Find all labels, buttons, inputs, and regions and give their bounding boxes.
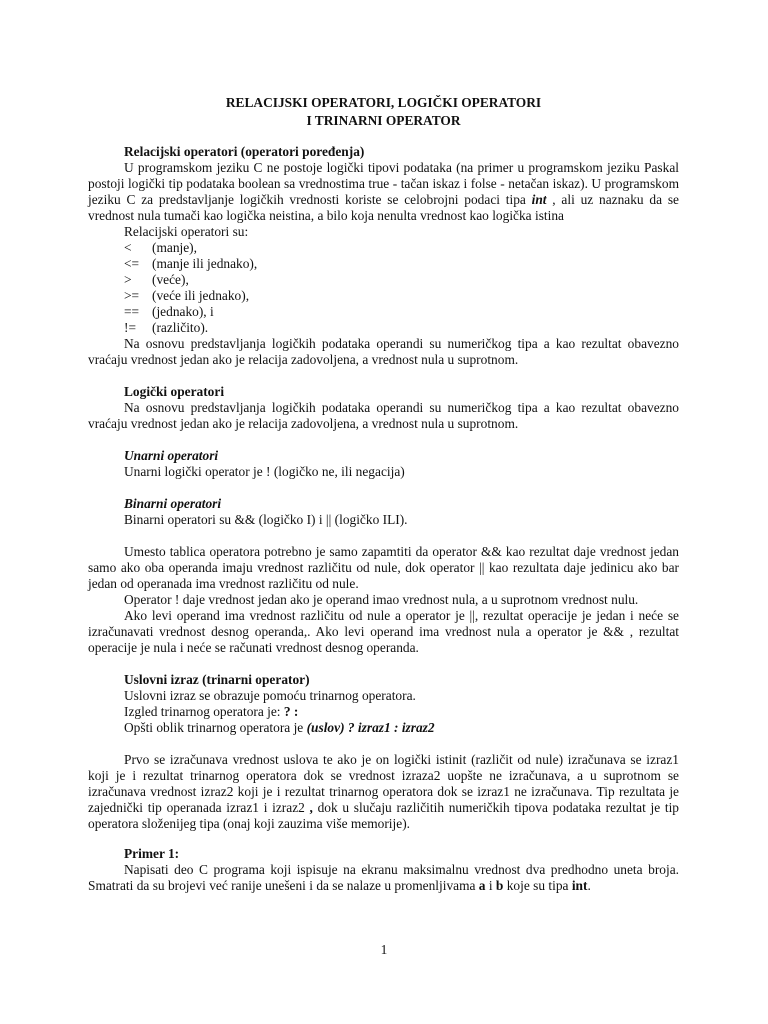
variable-b: b xyxy=(495,878,504,893)
title-line-1: RELACIJSKI OPERATORI, LOGIČKI OPERATORI xyxy=(225,95,542,110)
paragraph-truth-rules: Umesto tablica operatora potrebno je samo zapamtiti da operator && kao rezultat daje vrednost jedan samo ako oba operanda imaju vrednost različitu od nule, dok operator || kao rezultata daje jedinicu ako bar jedan od operanada ima vrednost različitu od nule. xyxy=(88,544,679,591)
type-int: int xyxy=(571,878,588,893)
conditional-line-1: Uslovni izraz se obrazuje pomoću trinarnog operatora. xyxy=(124,688,416,703)
paragraph-logical: Na osnovu predstavljanja logičkih podataka operandi su numeričkog tipa a kao rezultat obavezno vraćaju vrednost jedan ako je relacija zadovoljena, a vrednost nula u suprotnom. xyxy=(88,400,679,431)
conditional-line-2: Izgled trinarnog operatora je: ? : xyxy=(124,704,299,719)
relational-operator-list xyxy=(88,240,679,336)
section-heading-logical: Logički operatori xyxy=(124,384,225,399)
relational-list-intro: Relacijski operatori su: xyxy=(124,224,249,239)
subheading-unary: Unarni operatori xyxy=(124,448,219,463)
page-body xyxy=(88,0,679,894)
list-item: > (veće), xyxy=(124,272,189,287)
subheading-binary: Binarni operatori xyxy=(124,496,222,511)
paragraph-unary: Unarni logički operator je ! (logičko ne, ili negacija) xyxy=(124,464,405,479)
paragraph-ternary-evaluation: Prvo se izračunava vrednost uslova te ako je on logički istinit (različit od nule) izračunava se izraz1 koji je i rezultat trinarnog operatora dok se vrednost izraza2 uopšte ne izračunava, a u suprotnom se izračunava vrednost izraz2 koji je i rezultat trinarnog operatora dok se izraz1 ne izračunava. Tip rezultata je zajednički tip operanada izraz1 i izraz2 , dok u slučaju različitih numeričkih tipova podataka rezultat je tip operatora složenijeg tipa (onaj koji zauzima više memorije). xyxy=(88,752,679,831)
paragraph-relational-intro: U programskom jeziku C ne postoje logički tipovi podataka (na primer u programskom jeziku Paskal postoji logički tip podataka boolean sa vrednostima true - tačan iskaz i folse - netačan iskaz). U programskom jeziku C za predstavljanje logičkih vrednosti koriste se celobrojni podaci tipa int , ali uz naznaku da se vrednost nula tumači kao logička neistina, a bilo koja nenulta vrednost kao logička istina xyxy=(88,160,679,223)
document-title xyxy=(88,94,679,130)
variable-a: a xyxy=(478,878,486,893)
paragraph-binary: Binarni operatori su && (logičko I) i || (logičko ILI). xyxy=(124,512,408,527)
section-heading-relational: Relacijski operatori (operatori poređenja) xyxy=(124,144,365,159)
list-item: <= (manje ili jednako), xyxy=(124,256,258,271)
example-heading: Primer 1: xyxy=(124,846,180,861)
page-number: 1 xyxy=(380,942,388,957)
ternary-symbol: ? : xyxy=(283,704,299,719)
paragraph-not-operator: Operator ! daje vrednost jedan ako je operand imao vrednost nula, a u suprotnom vrednost nulu. xyxy=(124,592,639,607)
list-item: >= (veće ili jednako), xyxy=(124,288,250,303)
section-heading-conditional: Uslovni izraz (trinarni operator) xyxy=(124,672,310,687)
list-item: < (manje), xyxy=(124,240,197,255)
paragraph-example-task: Napisati deo C programa koji ispisuje na ekranu maksimalnu vrednost dva predhodno uneta broja. Smatrati da su brojevi već ranije unešeni i da se nalaze u promenljivama a i b koje su tipa int. xyxy=(88,862,679,893)
paragraph-relational-result: Na osnovu predstavljanja logičkih podataka operandi su numeričkog tipa a kao rezultat obavezno vraćaju vrednost jedan ako je relacija zadovoljena, a vrednost nula u suprotnom. xyxy=(88,336,679,367)
paragraph-short-circuit: Ako levi operand ima vrednost različitu od nule a operator je ||, rezultat operacije je jedan i neće se izračunavati vrednost desnog operanda,. Ako levi operand ima vrednost nula a operator je && , rezultat operacije je nula i neće se računati vrednost desnog operanda. xyxy=(88,608,679,655)
list-item: != (različito). xyxy=(124,320,209,335)
ternary-general-form: (uslov) ? izraz1 : izraz2 xyxy=(306,720,435,735)
keyword-int: int xyxy=(531,192,547,207)
title-line-2: I TRINARNI OPERATOR xyxy=(306,113,461,128)
list-item: == (jednako), i xyxy=(124,304,214,319)
conditional-line-3: Opšti oblik trinarnog operatora je (uslov) ? izraz1 : izraz2 xyxy=(124,720,435,735)
